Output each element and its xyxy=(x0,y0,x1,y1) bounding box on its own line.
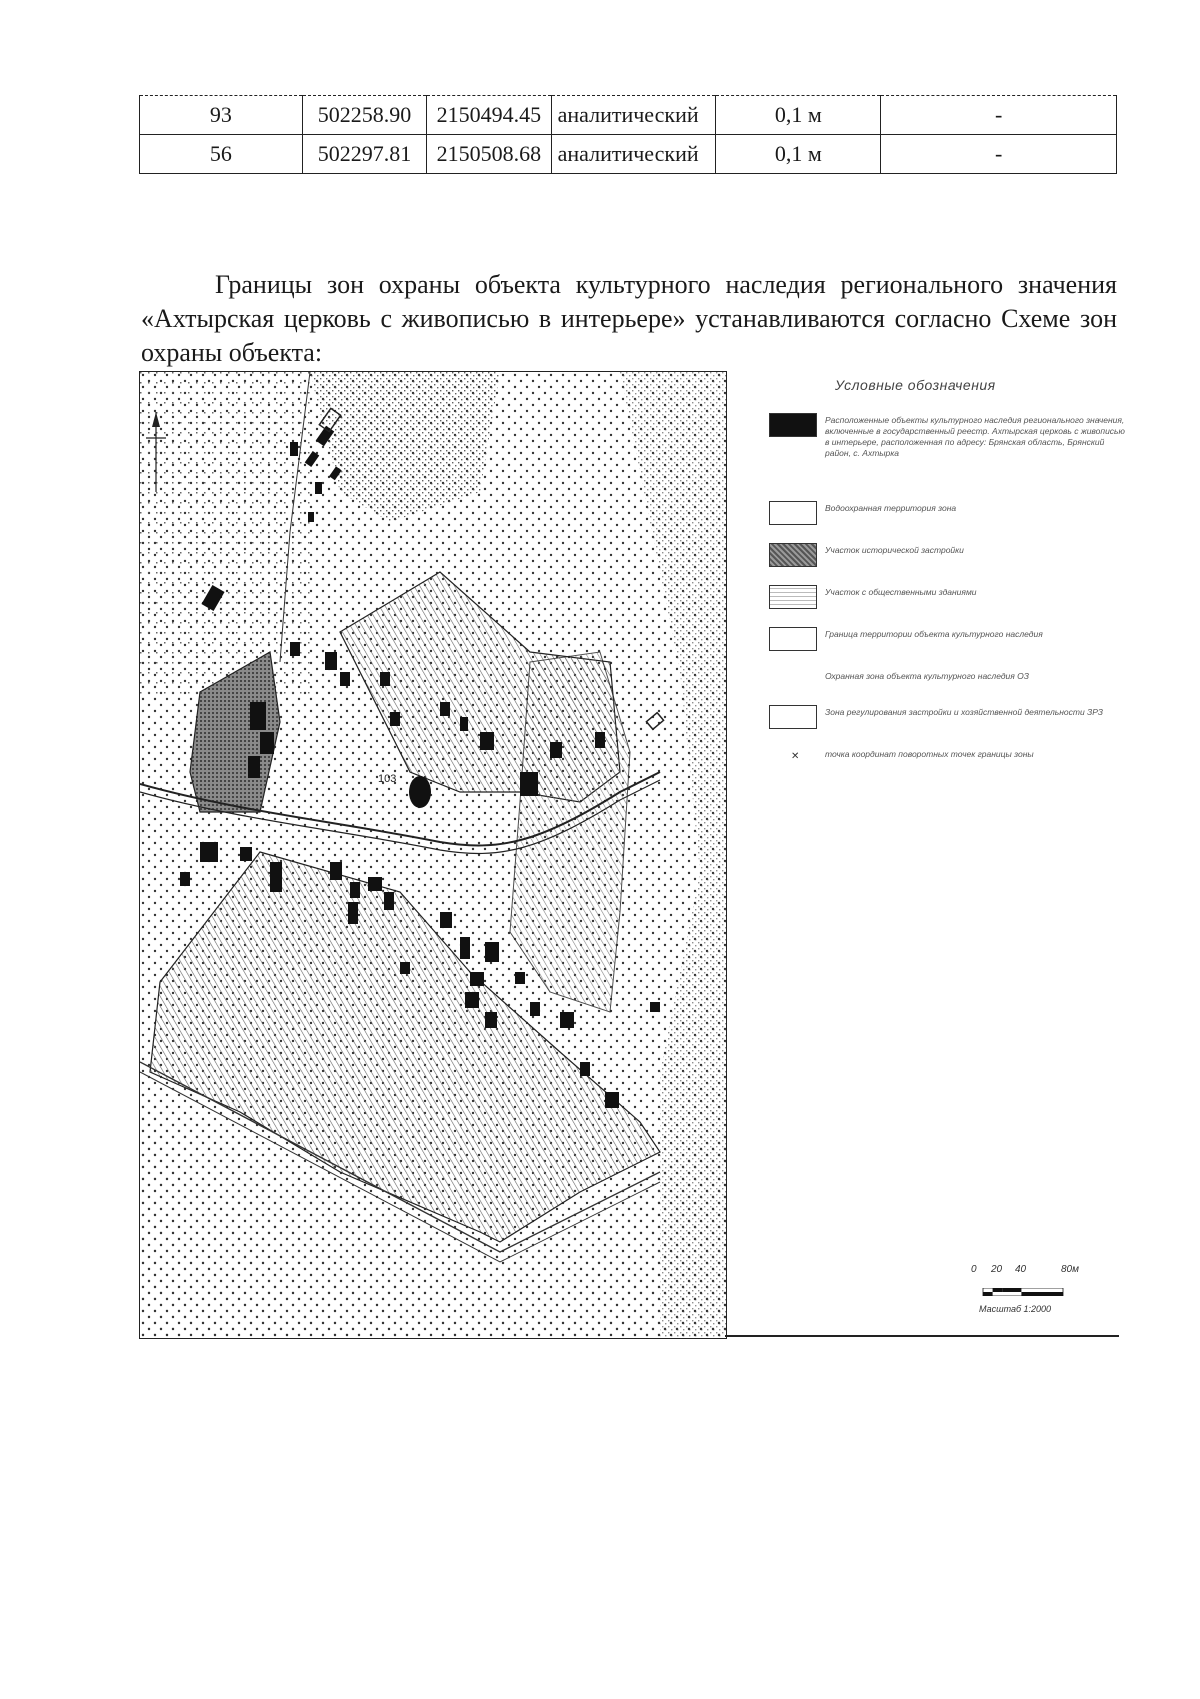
method: аналитический xyxy=(551,135,716,174)
x-coordinate: 502258.90 xyxy=(302,96,426,135)
legend-text: Граница территории объекта культурного наследия xyxy=(825,629,1043,639)
scale-bar xyxy=(969,1264,1089,1324)
coordinates-table xyxy=(139,95,1117,174)
map-frame xyxy=(139,371,727,1339)
legend-swatch xyxy=(769,705,817,729)
legend-text: Участок с общественными зданиями xyxy=(825,587,977,597)
legend-swatch xyxy=(769,413,817,437)
map-label: 103 xyxy=(378,773,397,785)
legend-swatch xyxy=(769,627,817,651)
legend-text: Водоохранная территория зона xyxy=(825,503,957,513)
accuracy: 0,1 м xyxy=(716,135,881,174)
legend-text: Охранная зона объекта культурного наследия ОЗ xyxy=(825,671,1030,681)
scale-label: 80м xyxy=(1061,1264,1079,1275)
map-drawing xyxy=(140,372,726,1338)
legend-title: Условные обозначения xyxy=(835,377,996,393)
y-coordinate: 2150508.68 xyxy=(427,135,551,174)
table-row xyxy=(140,135,1117,174)
grid-area xyxy=(140,372,310,702)
scale-graphic xyxy=(973,1288,1073,1296)
legend-swatch xyxy=(769,585,817,609)
church-object xyxy=(409,776,431,808)
legend-text: Расположенные объекты культурного наследия регионального значения, включенные в государственный реестр. Ахтырская церковь с живописью в интерьере, расположенная по адресу: Брянская область, Брянский район, с. Ахтырка xyxy=(825,415,1125,458)
y-coordinate: 2150494.45 xyxy=(427,96,551,135)
accuracy: 0,1 м xyxy=(716,96,881,135)
scale-caption: Масштаб 1:2000 xyxy=(979,1304,1052,1314)
protection-zone-scheme xyxy=(139,371,1125,1341)
point-number: 56 xyxy=(140,135,303,174)
x-coordinate: 502297.81 xyxy=(302,135,426,174)
scale-label: 40 xyxy=(1015,1264,1027,1275)
legend-text: Зона регулирования застройки и хозяйственной деятельности ЗРЗ xyxy=(825,707,1103,717)
legend-swatch xyxy=(769,543,817,567)
body-paragraph: Границы зон охраны объекта культурного наследия регионального значения «Ахтырская церковь с живописью в интерьере» устанавливаются согласно Схеме зон охраны объекта: xyxy=(141,270,1117,367)
note: - xyxy=(881,96,1117,135)
map-baseline xyxy=(725,1335,1119,1337)
point-marker-icon: ✕ xyxy=(791,751,800,762)
legend-text: Участок исторической застройки xyxy=(825,545,964,555)
legend-swatch xyxy=(769,501,817,525)
point-number: 93 xyxy=(140,96,303,135)
note: - xyxy=(881,135,1117,174)
legend-text: точка координат поворотных точек границы зоны xyxy=(825,749,1034,759)
scale-label: 20 xyxy=(991,1264,1003,1275)
scale-label: 0 xyxy=(971,1264,977,1275)
method: аналитический xyxy=(551,96,716,135)
table-row xyxy=(140,96,1117,135)
regulation-zone xyxy=(510,652,630,1012)
